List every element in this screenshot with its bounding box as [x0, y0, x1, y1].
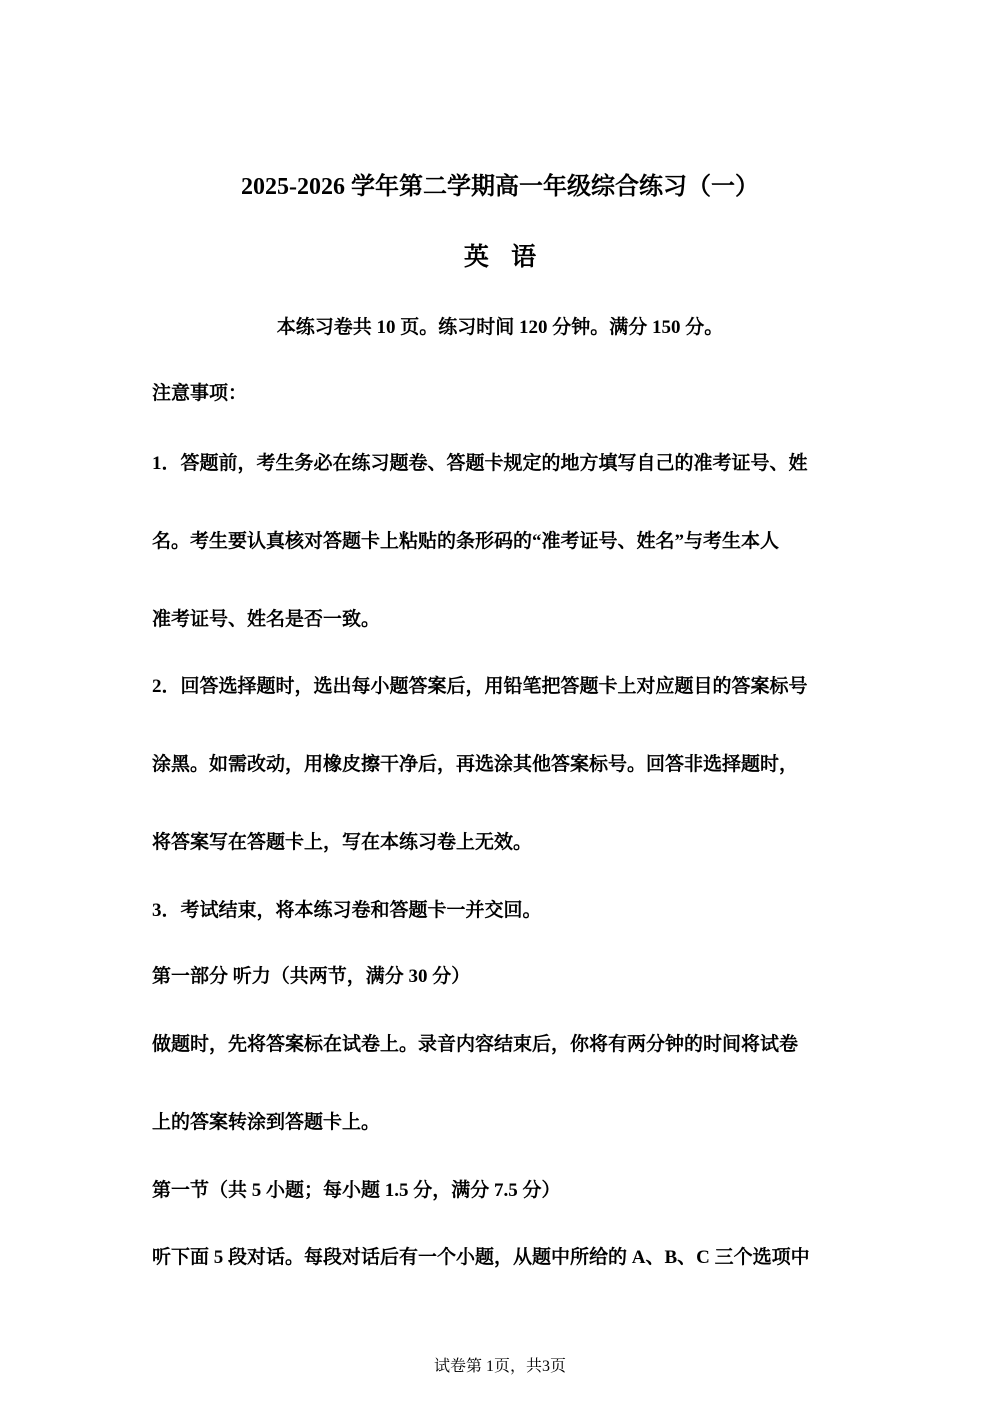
- part1-instruction-2: 上的答案转涂到答题卡上。: [152, 1112, 381, 1133]
- notes-line-3: 准考证号、姓名是否一致。: [152, 609, 381, 630]
- exam-info: 本练习卷共 10 页。练习时间 120 分钟。满分 150 分。: [276, 317, 724, 338]
- notes-line-7: 3．考试结束，将本练习卷和答题卡一并交回。: [152, 900, 542, 921]
- notes-line-6: 将答案写在答题卡上，写在本练习卷上无效。: [152, 832, 533, 853]
- page-footer: 试卷第 1页，共3页: [433, 1358, 566, 1375]
- section1-text: 听下面 5 段对话。每段对话后有一个小题，从题中所给的 A、B、C 三个选项中: [152, 1247, 810, 1268]
- subject-title: 英 语: [463, 244, 545, 271]
- notes-line-1: 1．答题前，考生务必在练习题卷、答题卡规定的地方填写自己的准考证号、姓: [152, 453, 808, 474]
- notes-line-2: 名。考生要认真核对答题卡上粘贴的条形码的“准考证号、姓名”与考生本人: [152, 531, 780, 552]
- notes-line-5: 涂黑。如需改动，用橡皮擦干净后，再选涂其他答案标号。回答非选择题时，: [152, 754, 799, 775]
- notes-line-4: 2．回答选择题时，选出每小题答案后，用铅笔把答题卡上对应题目的答案标号: [152, 676, 808, 697]
- section1-heading: 第一节（共 5 小题；每小题 1.5 分，满分 7.5 分）: [152, 1180, 561, 1201]
- part1-instruction-1: 做题时，先将答案标在试卷上。录音内容结束后，你将有两分钟的时间将试卷: [152, 1034, 799, 1055]
- part1-heading: 第一部分 听力（共两节，满分 30 分）: [152, 966, 471, 987]
- notes-heading: 注意事项：: [152, 383, 248, 404]
- exam-title: 2025-2026 学年第二学期高一年级综合练习（一）: [241, 174, 759, 200]
